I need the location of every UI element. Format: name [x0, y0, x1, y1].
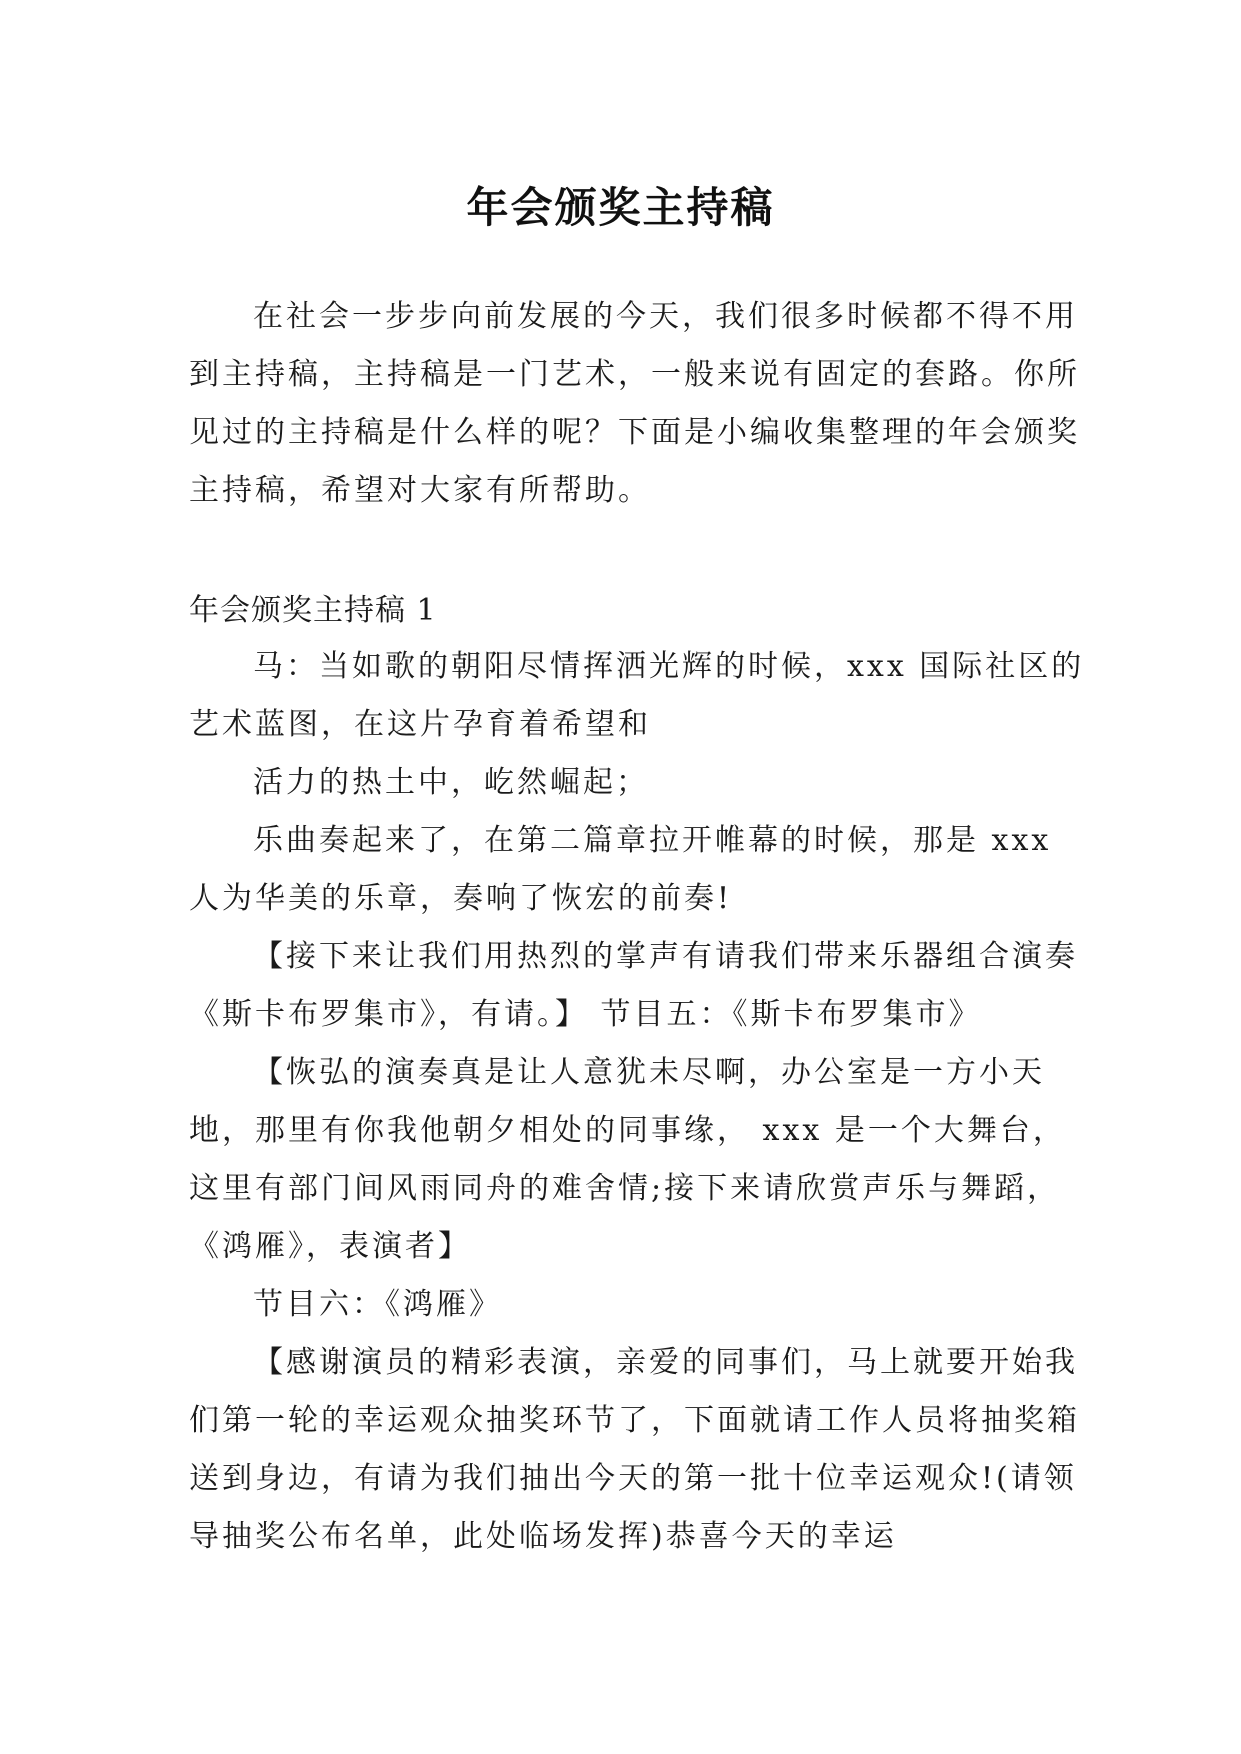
body-paragraph: 马：当如歌的朝阳尽情挥洒光辉的时候，xxx 国际社区的艺术蓝图，在这片孕育着希望和: [189, 649, 1085, 742]
body-paragraph: 【恢弘的演奏真是让人意犹未尽啊，办公室是一方小天地，那里有你我他朝夕相处的同事缘， xxx 是一个大舞台，这里有部门间风雨同舟的难舍情;接下来请欣赏声乐与舞蹈，《鸿雁》，表演者】: [189, 1055, 1066, 1264]
body-paragraph: 【接下来让我们用热烈的掌声有请我们带来乐器组合演奏《斯卡布罗集市》，有请。】 节目五：《斯卡布罗集市》: [189, 939, 1078, 1032]
section-heading: 年会颁奖主持稿 1: [189, 593, 437, 628]
body-paragraph: 节目六：《鸿雁》: [253, 1287, 502, 1322]
body-paragraph: 活力的热土中，屹然崛起；: [253, 765, 649, 800]
document-title: 年会颁奖主持稿: [466, 183, 775, 233]
body-paragraph: 【感谢演员的精彩表演，亲爱的同事们，马上就要开始我们第一轮的幸运观众抽奖环节了，下面就请工作人员将抽奖箱送到身边，有请为我们抽出今天的第一批十位幸运观众!(请领导抽奖公布名单，此处临场发挥)恭喜今天的幸运: [189, 1345, 1080, 1554]
body-paragraph: 乐曲奏起来了，在第二篇章拉开帷幕的时候，那是 xxx 人为华美的乐章，奏响了恢宏的前奏!: [189, 823, 1052, 916]
intro-paragraph: 在社会一步步向前发展的今天，我们很多时候都不得不用到主持稿，主持稿是一门艺术，一般来说有固定的套路。你所见过的主持稿是什么样的呢？下面是小编收集整理的年会颁奖主持稿，希望对大家有所帮助。: [189, 299, 1080, 508]
